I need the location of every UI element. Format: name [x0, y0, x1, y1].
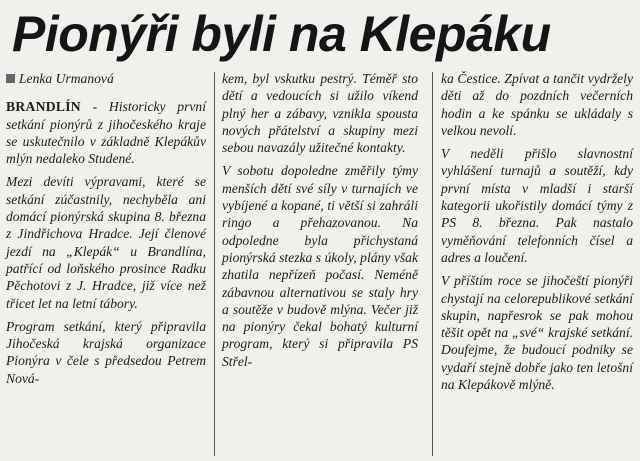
paragraph: [6, 98, 206, 167]
paragraph: V neděli přišlo slavnostní vyhlášení turnajů a soutěží, kdy první místa v mladší i starší kategorii ukořistily domácí týmy z PS 8. března. Pak nastalo vyměňování telefonních čísel a adres a loučení.: [441, 146, 633, 265]
paragraph: kem, byl vskutku pestrý. Téměř sto dětí a vedoucích si užilo víkend plný her a zábavy, vznikla spousta nových přátelství a skupiny mezi sebou navazály užitečné kontakty.: [222, 71, 418, 156]
paragraph: Program setkání, který připravila Jihočeská krajská organizace Pionýra v čele s předsedou Petrem Nová-: [6, 318, 206, 386]
paragraph: Mezi devíti výpravami, které se setkání zúčastnily, nechyběla ani domácí pionýrská skupina 8. března z Jindřichova Hradce. Její členové jezdí na „Klepák“ u Brandlína, patřící od loňského prosince Radku Pěchotovi z J. Hradce, již více než třicet let na letní tábory.: [6, 174, 206, 311]
paragraph-text: - Historicky první setkání pionýrů z jihočeského kraje se uskutečnilo v základně Klepákův mlýn nedaleko Studené.: [6, 99, 206, 167]
article-column-1: [6, 70, 206, 393]
headline: Pionýři byli na Klepáku: [12, 6, 551, 62]
column-divider: [432, 72, 433, 456]
dateline: BRANDLÍN: [6, 99, 81, 115]
byline: [6, 70, 206, 87]
column-divider: [214, 72, 215, 456]
article-column-3: [441, 70, 633, 399]
paragraph: V sobotu dopoledne změřily týmy menších dětí své síly v turnajích ve vybíjené a kopané, ti větší si zahráli ringo a přehazovanou. Na odpoledne byla přichystaná pionýrská stezka s úkoly, plány však zhatila nepřízeň počasí. Neméně zábavnou alternativou se staly hry a soutěže v budově mlýna. Večer již na pionýry čekal bohatý kulturní program, který si připravila PS Střel-: [222, 163, 418, 369]
byline-square-icon: [6, 74, 15, 83]
byline-author: Lenka Urmanová: [19, 71, 114, 86]
article-column-2: [222, 70, 418, 376]
paragraph: ka Čestice. Zpívat a tančit vydržely děti až do pozdních večerních hodin a ke spánku se ukládaly s velkou nevolí.: [441, 71, 633, 138]
paragraph: V příštím roce se jihočeští pionýři chystají na celorepublikové setkání skupin, napřesrok se pak mohou těšit opět na „své“ krajské setkání. Doufejme, že budoucí podniky se vydaří stejně dobře jako ten letošní na Klepákově mlýně.: [441, 273, 633, 393]
